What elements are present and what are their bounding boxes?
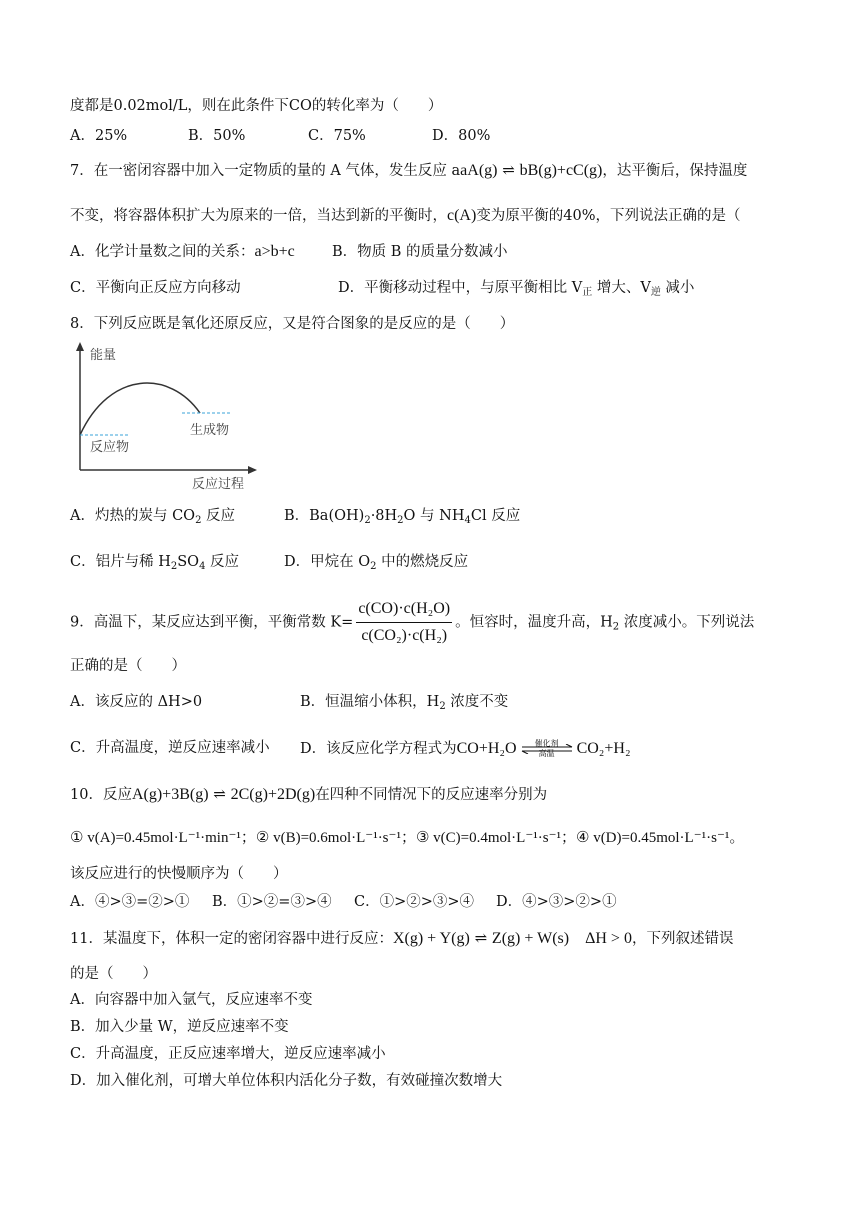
equilibrium-constant-fraction xyxy=(356,598,452,647)
q7-stem-line2 xyxy=(70,206,741,226)
q8-option-b xyxy=(284,506,520,531)
q9-option-d-left: CO+H₂O xyxy=(456,740,517,757)
q7-eq-left: aA(g) xyxy=(460,162,498,179)
q9-option-c: C．升高温度，逆反应速率减小 xyxy=(70,740,270,756)
fraction-denominator: c(CO₂)·c(H₂) xyxy=(361,627,448,644)
q10-stem-part2: 在四种不同情况下的反应速率分别为 xyxy=(315,787,548,803)
q6-stem-continuation: 度都是0.02mol/L，则在此条件下CO的转化率为（ ） xyxy=(70,98,443,114)
q8-option-b-pre: B．Ba(OH) xyxy=(284,508,365,524)
energy-diagram xyxy=(70,340,270,490)
q6-option-b: B．50% xyxy=(188,128,246,144)
q8-option-d-pre: D．甲烷在 O xyxy=(284,554,371,570)
q7-stem-part3: 不变，将容器体积扩大为原来的一倍，当达到新的平衡时， xyxy=(70,208,447,224)
q9-stem-part3: 浓度减小。下列说法 xyxy=(619,614,755,631)
q8-option-b-post: Cl 反应 xyxy=(470,508,521,524)
q9-option-d xyxy=(300,738,631,760)
q8-option-a-post: 反应 xyxy=(201,508,236,524)
q10-eq-left: A(g)+3B(g) xyxy=(131,786,209,803)
q9-option-d-pre: D．该反应化学方程式为 xyxy=(300,741,457,757)
q7-option-d xyxy=(338,278,694,303)
q10-option-c: C．①>②>③>④ xyxy=(354,894,475,910)
q6-option-a: A．25% xyxy=(70,128,128,144)
q7-option-d-mid: 增大、V xyxy=(592,280,651,296)
q11-stem-line2: 的是（ ） xyxy=(70,966,157,982)
q8-option-b-sub2: 2 xyxy=(397,515,404,526)
x-axis-label: 反应过程 xyxy=(192,477,245,490)
product-label: 生成物 xyxy=(190,423,230,438)
q8-option-c-sub2: 4 xyxy=(199,561,206,572)
q9-option-a: A．该反应的 ΔH>0 xyxy=(70,694,203,710)
q9-stem-sub: 2 xyxy=(612,621,620,633)
q11-stem-part1: 11．某温度下，体积一定的密闭容器中进行反应： xyxy=(70,931,393,947)
arrow-bottom-label: 高温 xyxy=(538,749,555,758)
q11-option-d: D．加入催化剂，可增大单位体积内活化分子数，有效碰撞次数增大 xyxy=(70,1073,503,1089)
q9-option-d-right: CO₂+H₂ xyxy=(576,740,631,757)
q7-option-d-end: 减小 xyxy=(660,280,695,296)
q8-option-c xyxy=(70,552,239,577)
q8-option-d-post: 中的燃烧反应 xyxy=(376,554,469,570)
catalyst-reversible-arrow-icon xyxy=(520,738,574,760)
q8-option-c-post: 反应 xyxy=(205,554,240,570)
q11-eq-left: X(g) + Y(g) xyxy=(392,930,470,947)
q7-option-c: C．平衡向正反应方向移动 xyxy=(70,280,241,296)
y-axis-arrow-icon xyxy=(76,342,84,351)
q8-option-a-pre: A．灼热的炭与 CO xyxy=(70,508,196,524)
q6-option-d: D．80% xyxy=(432,128,491,144)
q9-stem-line1 xyxy=(70,598,754,647)
q7-stem-part4: 变为原平衡的40%，下列说法正确的是（ xyxy=(476,208,741,224)
q7-option-a xyxy=(70,242,295,262)
x-axis-arrow-icon xyxy=(248,466,257,474)
q9-option-b-post: 浓度不变 xyxy=(445,694,509,710)
q10-option-d: D．④>③>②>① xyxy=(496,894,617,910)
q8-option-a-sub: 2 xyxy=(195,515,202,526)
q7-option-d-sub1: 正 xyxy=(582,287,593,298)
q7-option-d-sub2: 逆 xyxy=(650,287,661,298)
reactant-label: 反应物 xyxy=(90,440,130,455)
q8-option-b-mid2: O 与 NH xyxy=(403,508,465,524)
q10-option-b: B．①>②=③>④ xyxy=(212,894,332,910)
q8-option-a xyxy=(70,506,235,531)
q8-option-b-mid: ·8H xyxy=(370,508,398,524)
q11-stem-part2: ，下列叙述错误 xyxy=(631,931,734,947)
q7-eq-right: bB(g)+cC(g) xyxy=(519,162,603,179)
q8-option-c-sub1: 2 xyxy=(170,561,178,572)
q11-option-b: B．加入少量 W，逆反应速率不变 xyxy=(70,1019,289,1035)
q9-option-b-sub: 2 xyxy=(439,701,446,712)
reversible-arrow-icon: ⇌ xyxy=(469,929,492,947)
q11-option-a: A．向容器中加入氩气，反应速率不变 xyxy=(70,992,313,1008)
q8-option-d-sub: 2 xyxy=(370,561,377,572)
q10-stem-line2: 该反应进行的快慢顺序为（ ） xyxy=(70,866,288,882)
q10-option-a: A．④>③=②>① xyxy=(70,894,190,910)
q11-eq-right: Z(g) + W(s) xyxy=(491,930,570,947)
q7-option-b: B．物质 B 的质量分数减小 xyxy=(332,244,508,260)
q10-eq-right: 2C(g)+2D(g) xyxy=(230,786,316,803)
q10-stem-line1 xyxy=(70,784,547,805)
energy-curve xyxy=(80,383,200,435)
q8-option-b-sub1: 2 xyxy=(364,515,371,526)
q8-option-c-pre: C．铝片与稀 H xyxy=(70,554,171,570)
q8-option-b-sub3: 4 xyxy=(464,515,471,526)
q9-stem-line2: 正确的是（ ） xyxy=(70,658,186,674)
reversible-arrow-icon: ⇌ xyxy=(497,161,520,179)
q11-enthalpy: ΔH > 0 xyxy=(585,930,632,947)
q9-option-b-pre: B．恒温缩小体积，H xyxy=(300,694,440,710)
q7-option-a-expr: a>b+c xyxy=(254,243,295,260)
q8-option-d xyxy=(284,552,468,577)
arrow-top-label: 催化剂 xyxy=(534,739,559,748)
q9-stem-part1: 9．高温下，某反应达到平衡，平衡常数 K= xyxy=(70,614,354,631)
q10-stem-part1: 10．反应 xyxy=(70,787,132,803)
q7-stem-line1 xyxy=(70,160,747,181)
q11-stem-line1 xyxy=(70,928,733,949)
reversible-arrow-icon: ⇌ xyxy=(208,785,231,803)
q11-option-c: C．升高温度，正反应速率增大，逆反应速率减小 xyxy=(70,1046,386,1062)
q6-option-c: C．75% xyxy=(308,128,366,144)
q9-option-b xyxy=(300,692,508,717)
y-axis-label: 能量 xyxy=(90,348,117,363)
q8-stem: 8．下列反应既是氧化还原反应，又是符合图象的是反应的是（ ） xyxy=(70,316,515,332)
q7-option-a-text: A．化学计量数之间的关系： xyxy=(70,244,255,260)
q9-stem-part2: 。恒容时，温度升高，H xyxy=(455,614,613,631)
fraction-numerator: c(CO)·c(H₂O) xyxy=(356,598,452,623)
q7-option-d-text: D．平衡移动过程中，与原平衡相比 V xyxy=(338,280,583,296)
q10-rates: ① v(A)=0.45mol·L⁻¹·min⁻¹；② v(B)=0.6mol·L⁻¹·s⁻¹；③ v(C)=0.4mol·L⁻¹·s⁻¹；④ v(D)=0.45mol·L⁻¹·s⁻¹。 xyxy=(70,830,745,846)
q8-option-c-mid: SO xyxy=(177,554,200,570)
q7-stem-part1: 7．在一密闭容器中加入一定物质的量的 A 气体，发生反应 a xyxy=(70,163,461,179)
q7-expr: c(A) xyxy=(447,207,477,224)
q7-stem-part2: ，达平衡后，保持温度 xyxy=(602,163,748,179)
